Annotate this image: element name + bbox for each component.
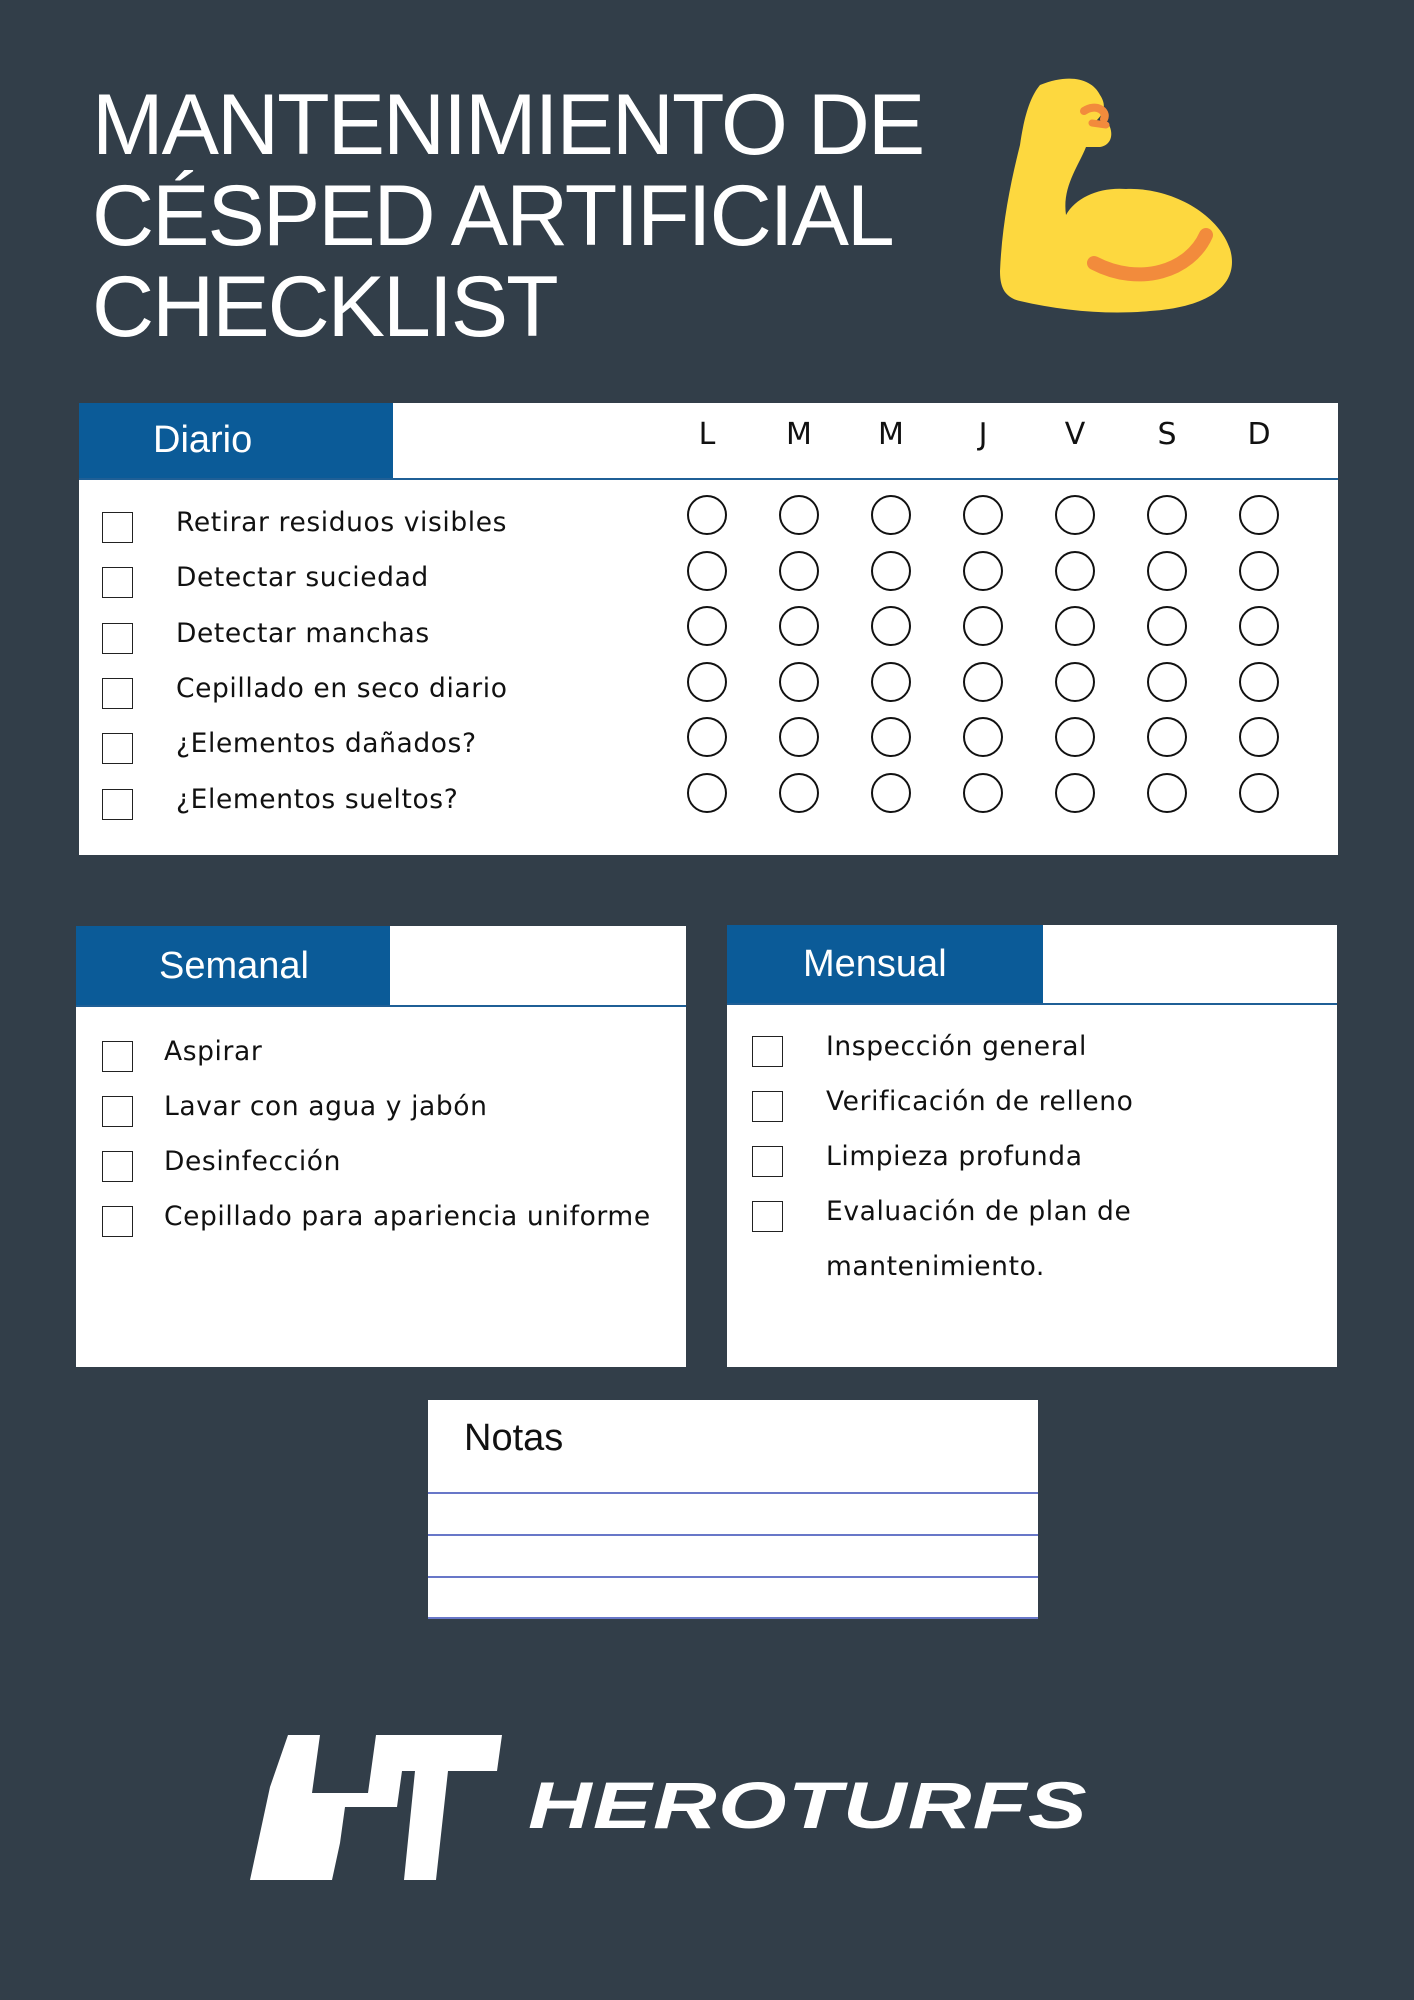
day-check-circle[interactable] bbox=[779, 773, 819, 813]
day-check-circle[interactable] bbox=[963, 495, 1003, 535]
day-check-circle[interactable] bbox=[687, 606, 727, 646]
daily-checkbox-2[interactable] bbox=[102, 567, 133, 598]
monthly-checkbox-4[interactable] bbox=[752, 1201, 783, 1232]
flexed-biceps-icon bbox=[1000, 75, 1240, 325]
day-check-circle[interactable] bbox=[1239, 495, 1279, 535]
day-check-circle[interactable] bbox=[687, 495, 727, 535]
weekly-header-divider bbox=[76, 1005, 686, 1007]
weekly-item-1: Aspirar bbox=[164, 1036, 263, 1067]
day-header-d: D bbox=[1247, 417, 1271, 452]
day-check-circle[interactable] bbox=[1055, 717, 1095, 757]
daily-card bbox=[79, 403, 1338, 855]
title-line-1: MANTENIMIENTO DE bbox=[92, 77, 924, 173]
day-check-circle[interactable] bbox=[871, 551, 911, 591]
day-check-circle[interactable] bbox=[1055, 773, 1095, 813]
day-check-circle[interactable] bbox=[687, 662, 727, 702]
day-check-circle[interactable] bbox=[779, 717, 819, 757]
day-check-circle[interactable] bbox=[963, 606, 1003, 646]
day-check-circle[interactable] bbox=[871, 773, 911, 813]
day-check-circle[interactable] bbox=[1147, 662, 1187, 702]
daily-tab bbox=[79, 403, 393, 478]
daily-item-1: Retirar residuos visibles bbox=[176, 507, 508, 538]
monthly-item-2: Verificación de relleno bbox=[826, 1086, 1134, 1117]
title-line-2: CÉSPED ARTIFICIAL bbox=[92, 168, 893, 264]
day-header-s: S bbox=[1157, 417, 1177, 452]
monthly-checkbox-1[interactable] bbox=[752, 1036, 783, 1067]
monthly-item-3: Limpieza profunda bbox=[826, 1141, 1083, 1172]
monthly-checkbox-2[interactable] bbox=[752, 1091, 783, 1122]
monthly-item-1: Inspección general bbox=[826, 1031, 1087, 1062]
daily-item-2: Detectar suciedad bbox=[176, 562, 429, 593]
weekly-tab bbox=[76, 926, 390, 1006]
daily-item-5: ¿Elementos dañados? bbox=[176, 728, 477, 759]
day-check-circle[interactable] bbox=[1147, 773, 1187, 813]
notes-card bbox=[428, 1400, 1038, 1619]
weekly-checkbox-1[interactable] bbox=[102, 1041, 133, 1072]
daily-item-3: Detectar manchas bbox=[176, 618, 430, 649]
day-check-circle[interactable] bbox=[1055, 495, 1095, 535]
day-check-circle[interactable] bbox=[963, 551, 1003, 591]
monthly-tab-label: Mensual bbox=[803, 942, 947, 985]
day-header-m2: M bbox=[878, 417, 904, 452]
heroturfs-wordmark bbox=[528, 1770, 1098, 1840]
day-check-circle[interactable] bbox=[963, 773, 1003, 813]
daily-checkbox-4[interactable] bbox=[102, 678, 133, 709]
monthly-checkbox-3[interactable] bbox=[752, 1146, 783, 1177]
weekly-checkbox-3[interactable] bbox=[102, 1151, 133, 1182]
day-header-m1: M bbox=[786, 417, 812, 452]
monthly-tab bbox=[727, 925, 1043, 1003]
day-check-circle[interactable] bbox=[871, 717, 911, 757]
weekly-checkbox-2[interactable] bbox=[102, 1096, 133, 1127]
daily-item-6: ¿Elementos sueltos? bbox=[176, 784, 459, 815]
weekly-item-4: Cepillado para apariencia uniforme bbox=[164, 1201, 651, 1232]
monthly-item-4-continued: mantenimiento. bbox=[826, 1251, 1045, 1282]
weekly-card bbox=[76, 926, 686, 1367]
daily-checkbox-3[interactable] bbox=[102, 623, 133, 654]
day-check-circle[interactable] bbox=[963, 662, 1003, 702]
day-header-j: J bbox=[978, 417, 988, 452]
day-check-circle[interactable] bbox=[687, 551, 727, 591]
heroturfs-logo-mark bbox=[250, 1735, 502, 1880]
brand-name: HEROTURFS bbox=[528, 1770, 1088, 1840]
day-check-circle[interactable] bbox=[1239, 717, 1279, 757]
monthly-header-divider bbox=[727, 1003, 1337, 1005]
weekly-tab-label: Semanal bbox=[159, 944, 309, 987]
day-check-circle[interactable] bbox=[687, 773, 727, 813]
day-check-circle[interactable] bbox=[779, 606, 819, 646]
weekly-item-3: Desinfección bbox=[164, 1146, 342, 1177]
day-check-circle[interactable] bbox=[1147, 495, 1187, 535]
day-check-circle[interactable] bbox=[779, 495, 819, 535]
day-check-circle[interactable] bbox=[1239, 606, 1279, 646]
daily-checkbox-5[interactable] bbox=[102, 733, 133, 764]
notes-title: Notas bbox=[464, 1417, 564, 1459]
day-check-circle[interactable] bbox=[871, 495, 911, 535]
day-check-circle[interactable] bbox=[1239, 551, 1279, 591]
notes-line-4[interactable] bbox=[428, 1617, 1038, 1619]
day-check-circle[interactable] bbox=[871, 606, 911, 646]
day-check-circle[interactable] bbox=[1239, 773, 1279, 813]
day-check-circle[interactable] bbox=[1055, 606, 1095, 646]
title-line-3: CHECKLIST bbox=[92, 259, 557, 355]
day-check-circle[interactable] bbox=[1147, 606, 1187, 646]
daily-item-4: Cepillado en seco diario bbox=[176, 673, 508, 704]
weekly-item-2: Lavar con agua y jabón bbox=[164, 1091, 488, 1122]
day-header-l: L bbox=[698, 417, 716, 452]
daily-header-divider bbox=[79, 478, 1338, 480]
day-check-circle[interactable] bbox=[871, 662, 911, 702]
day-check-circle[interactable] bbox=[687, 717, 727, 757]
day-check-circle[interactable] bbox=[1055, 662, 1095, 702]
day-check-circle[interactable] bbox=[1055, 551, 1095, 591]
daily-checkbox-6[interactable] bbox=[102, 789, 133, 820]
page-title bbox=[92, 77, 992, 355]
day-check-circle[interactable] bbox=[1147, 717, 1187, 757]
daily-checkbox-1[interactable] bbox=[102, 512, 133, 543]
day-check-circle[interactable] bbox=[779, 551, 819, 591]
notes-line-3[interactable] bbox=[428, 1576, 1038, 1578]
monthly-item-4: Evaluación de plan de bbox=[826, 1196, 1132, 1227]
day-check-circle[interactable] bbox=[1239, 662, 1279, 702]
weekly-checkbox-4[interactable] bbox=[102, 1206, 133, 1237]
day-header-v: V bbox=[1064, 417, 1086, 452]
notes-line-2[interactable] bbox=[428, 1534, 1038, 1536]
notes-line-1 bbox=[428, 1492, 1038, 1494]
day-check-circle[interactable] bbox=[1147, 551, 1187, 591]
daily-tab-label: Diario bbox=[153, 419, 253, 461]
monthly-card bbox=[727, 925, 1337, 1367]
day-check-circle[interactable] bbox=[779, 662, 819, 702]
day-check-circle[interactable] bbox=[963, 717, 1003, 757]
